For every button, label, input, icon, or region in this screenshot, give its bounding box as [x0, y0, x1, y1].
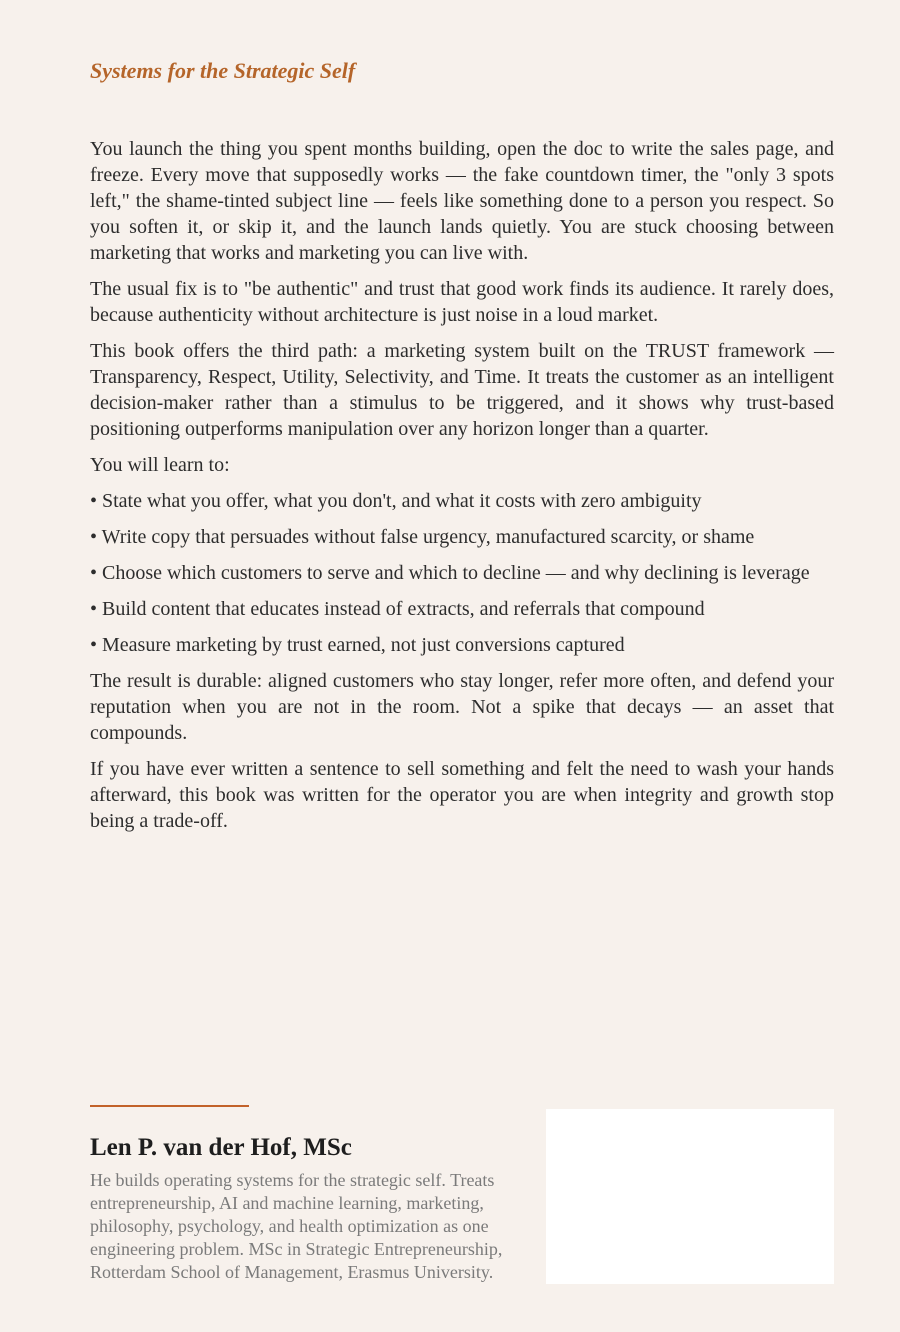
bullet-item: • State what you offer, what you don't, and what it costs with zero ambiguity — [90, 490, 702, 512]
bullet-item: • Choose which customers to serve and which to decline — and why declining is leverage — [90, 562, 810, 584]
series-title: Systems for the Strategic Self — [90, 58, 356, 83]
third-path-paragraph: This book offers the third path: a marketing system built on the TRUST framework — Transparency, Respect, Utility, Selectivity, and Time. It treats the customer as an intelligent decision-maker rather than a stimulus to be triggered, and it shows why trust-based positioning outperforms manipulation over any horizon longer than a quarter. — [90, 340, 834, 440]
learn-intro: You will learn to: — [90, 454, 230, 476]
author-name: Len P. van der Hof, MSc — [90, 1134, 352, 1161]
author-bio: He builds operating systems for the strategic self. Treats entrepreneurship, AI and machine learning, marketing, philosophy, psychology, and health optimization as one engineering problem. MSc in Strategic Entrepreneurship, Rotterdam School of Management, Erasmus University. — [90, 1170, 503, 1282]
result-paragraph: The result is durable: aligned customers who stay longer, refer more often, and defend your reputation when you are not in the room. Not a spike that decays — an asset that compounds. — [90, 670, 834, 744]
usual-fix-paragraph: The usual fix is to "be authentic" and trust that good work finds its audience. It rarely does, because authenticity without architecture is just noise in a loud market. — [90, 278, 834, 326]
divider-rule — [90, 1105, 249, 1107]
bullet-item: • Write copy that persuades without false urgency, manufactured scarcity, or shame — [90, 526, 755, 548]
back-cover-blurb — [90, 136, 834, 844]
barcode-placeholder — [546, 1109, 834, 1284]
bullet-item: • Measure marketing by trust earned, not just conversions captured — [90, 634, 625, 656]
closing-paragraph: If you have ever written a sentence to sell something and felt the need to wash your hands afterward, this book was written for the operator you are when integrity and growth stop being a trade-off. — [90, 758, 834, 832]
intro-paragraph: You launch the thing you spent months building, open the doc to write the sales page, and freeze. Every move that supposedly works — the fake countdown timer, the "only 3 spots left," the shame-tinted subject line — feels like something done to a person you respect. So you soften it, or skip it, and the launch lands quietly. You are stuck choosing between marketing that works and marketing you can live with. — [90, 138, 834, 264]
bullet-item: • Build content that educates instead of extracts, and referrals that compound — [90, 598, 705, 620]
